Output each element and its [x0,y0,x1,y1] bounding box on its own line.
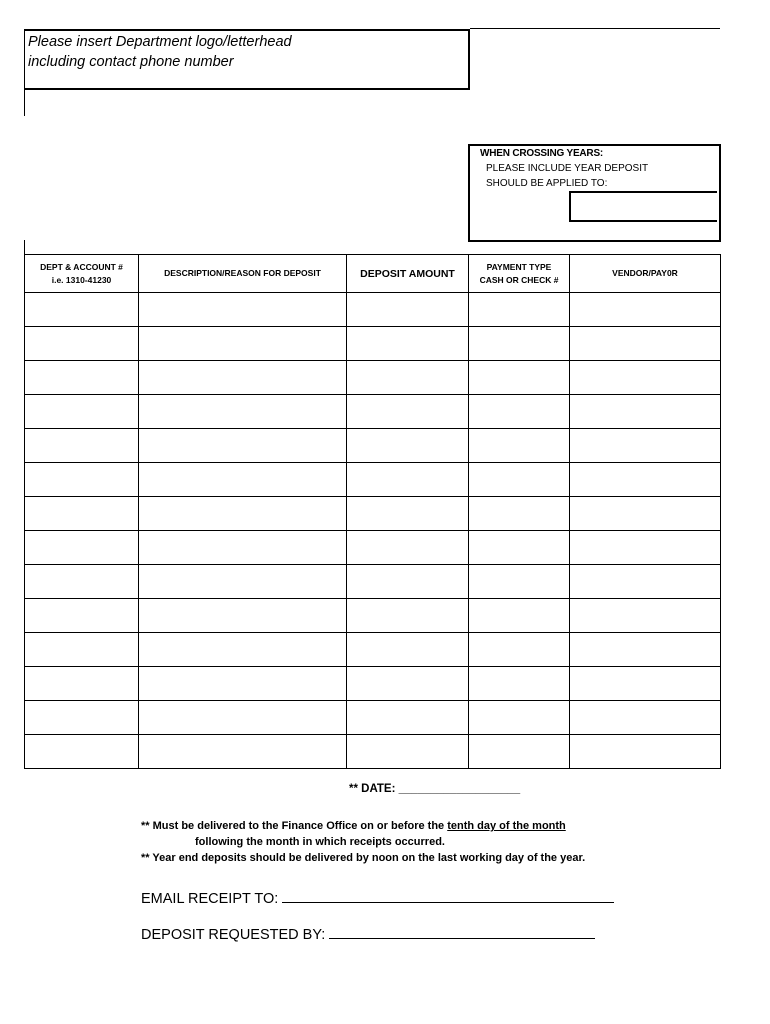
dept-account-cell[interactable] [25,327,139,361]
dept-account-cell[interactable] [25,565,139,599]
payment-type-cell[interactable] [469,327,570,361]
dept-account-cell[interactable] [25,497,139,531]
payment-type-cell[interactable] [469,633,570,667]
description-cell[interactable] [139,531,347,565]
payment-type-cell[interactable] [469,701,570,735]
letterhead-instruction-contact: including contact phone number [28,54,234,70]
column-header-label: DEPOSIT AMOUNT [360,267,455,280]
email-receipt-field [141,888,614,907]
delivery-note [141,820,566,832]
vendor-payor-cell[interactable] [570,735,721,769]
date-label: ** DATE: [349,783,396,795]
table-row [25,701,721,735]
deposit-amount-cell[interactable] [347,327,469,361]
dept-account-cell[interactable] [25,531,139,565]
delivery-note-continued: following the month in which receipts occurred. [195,836,445,848]
column-header-label: DEPT & ACCOUNT # [40,261,123,272]
description-cell[interactable] [139,599,347,633]
payment-type-cell[interactable] [469,599,570,633]
letterhead-instruction: Please insert Department logo/letterhead [28,34,292,50]
table-row [25,293,721,327]
vendor-payor-cell[interactable] [570,497,721,531]
dept-account-cell[interactable] [25,395,139,429]
deposit-table [24,254,721,769]
letterhead-placeholder [24,29,470,90]
vendor-payor-cell[interactable] [570,293,721,327]
vendor-payor-cell[interactable] [570,701,721,735]
dept-account-cell[interactable] [25,599,139,633]
payment-type-cell[interactable] [469,565,570,599]
table-row [25,497,721,531]
delivery-note-text: ** Must be delivered to the Finance Office on or before the [141,820,448,832]
column-header-sublabel: CASH OR CHECK # [479,274,559,285]
vendor-payor-cell[interactable] [570,531,721,565]
table-row [25,463,721,497]
table-row [25,565,721,599]
column-header-vendor-payor [570,255,721,293]
description-cell[interactable] [139,361,347,395]
deposit-amount-cell[interactable] [347,497,469,531]
vendor-payor-cell[interactable] [570,429,721,463]
payment-type-cell[interactable] [469,497,570,531]
dept-account-cell[interactable] [25,701,139,735]
payment-type-cell[interactable] [469,531,570,565]
table-row [25,633,721,667]
deposit-amount-cell[interactable] [347,395,469,429]
vendor-payor-cell[interactable] [570,327,721,361]
vendor-payor-cell[interactable] [570,599,721,633]
column-header-description [139,255,347,293]
column-header-example: i.e. 1310-41230 [51,274,112,285]
column-header-payment-type [469,255,570,293]
deposit-amount-cell[interactable] [347,463,469,497]
payment-type-cell[interactable] [469,667,570,701]
vendor-payor-cell[interactable] [570,633,721,667]
year-end-note: ** Year end deposits should be delivered by noon on the last working day of the year. [141,852,586,864]
date-field [349,783,520,795]
payment-type-cell[interactable] [469,735,570,769]
dept-account-cell[interactable] [25,361,139,395]
vendor-payor-cell[interactable] [570,667,721,701]
dept-account-cell[interactable] [25,667,139,701]
deposit-amount-cell[interactable] [347,565,469,599]
table-row [25,667,721,701]
deposit-amount-cell[interactable] [347,633,469,667]
crossing-years-heading: WHEN CROSSING YEARS: [480,148,604,159]
deposit-amount-cell[interactable] [347,735,469,769]
table-row [25,429,721,463]
crossing-years-box [468,144,721,242]
table-row [25,327,721,361]
deposit-amount-cell[interactable] [347,701,469,735]
column-header-dept-account [25,255,139,293]
table-row [25,395,721,429]
deposit-amount-cell[interactable] [347,531,469,565]
deposit-requested-by-input[interactable] [329,924,595,939]
deposit-amount-cell[interactable] [347,667,469,701]
deposit-amount-cell[interactable] [347,361,469,395]
description-cell[interactable] [139,463,347,497]
description-cell[interactable] [139,327,347,361]
top-rule [470,28,720,29]
left-margin-rule [24,88,25,116]
deposit-requested-by-field [141,924,595,943]
delivery-deadline: tenth day of the month [447,820,566,832]
description-cell[interactable] [139,497,347,531]
deposit-requested-by-label: DEPOSIT REQUESTED BY: [141,927,326,943]
dept-account-cell[interactable] [25,463,139,497]
deposit-amount-cell[interactable] [347,599,469,633]
vendor-payor-cell[interactable] [570,395,721,429]
email-receipt-input[interactable] [282,888,614,903]
dept-account-cell[interactable] [25,293,139,327]
dept-account-cell[interactable] [25,735,139,769]
vendor-payor-cell[interactable] [570,361,721,395]
table-header-row [25,255,721,293]
payment-type-cell[interactable] [469,361,570,395]
payment-type-cell[interactable] [469,429,570,463]
deposit-amount-cell[interactable] [347,293,469,327]
table-row [25,531,721,565]
deposit-amount-cell[interactable] [347,429,469,463]
description-cell[interactable] [139,735,347,769]
column-header-label: PAYMENT TYPE [486,261,552,272]
description-cell[interactable] [139,633,347,667]
column-header-label: DESCRIPTION/REASON FOR DEPOSIT [164,268,321,278]
description-cell[interactable] [139,429,347,463]
vendor-payor-cell[interactable] [570,565,721,599]
dept-account-cell[interactable] [25,429,139,463]
vendor-payor-cell[interactable] [570,463,721,497]
crossing-years-instruction: SHOULD BE APPLIED TO: [486,178,608,189]
crossing-years-instruction: PLEASE INCLUDE YEAR DEPOSIT [486,163,649,174]
payment-type-cell[interactable] [469,463,570,497]
table-row [25,361,721,395]
email-receipt-label: EMAIL RECEIPT TO: [141,891,279,907]
column-header-label: VENDOR/PAY0R [612,268,678,278]
payment-type-cell[interactable] [469,395,570,429]
deposit-rows [25,293,721,769]
date-blank[interactable]: ___________________ [398,783,521,795]
description-cell[interactable] [139,565,347,599]
table-row [25,735,721,769]
description-cell[interactable] [139,293,347,327]
description-cell[interactable] [139,395,347,429]
dept-account-cell[interactable] [25,633,139,667]
left-margin-rule [24,240,25,254]
description-cell[interactable] [139,667,347,701]
column-header-deposit-amount [347,255,469,293]
table-row [25,599,721,633]
description-cell[interactable] [139,701,347,735]
payment-type-cell[interactable] [469,293,570,327]
deposit-year-field[interactable] [569,191,717,222]
